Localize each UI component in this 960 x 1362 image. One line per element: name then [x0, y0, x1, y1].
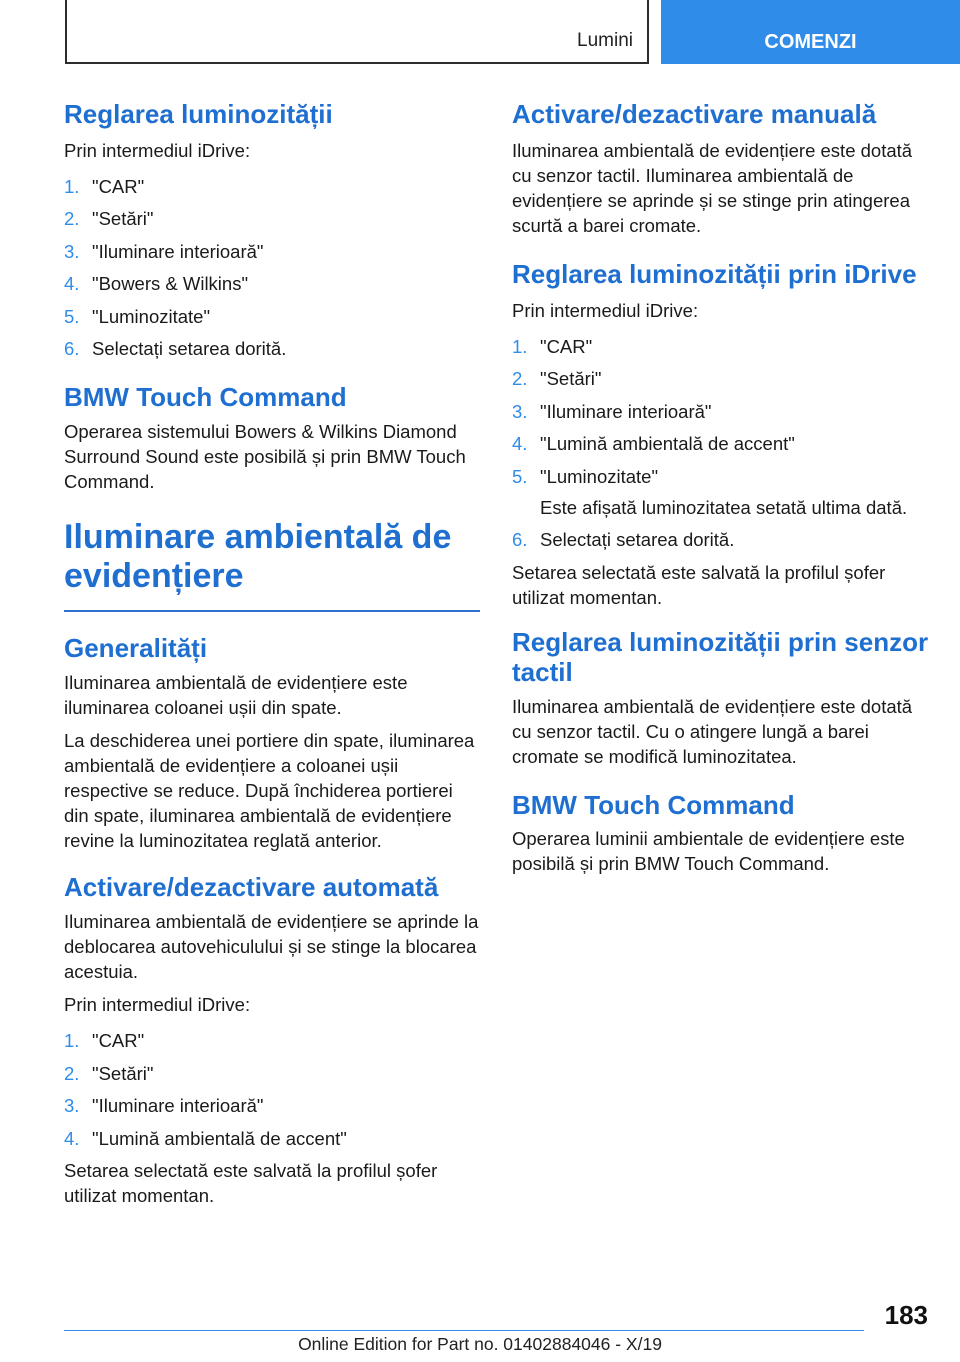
intro-text: Prin intermediul iDrive: — [64, 139, 251, 161]
general-paragraph-1: Iluminarea ambientală de evidențiere este iluminarea coloanei ușii din spate. — [64, 672, 408, 719]
header-box — [65, 0, 649, 64]
right-column — [512, 100, 932, 876]
sensor-text: Iluminarea ambientală de evidențiere este dotată cu senzor tactil. Cu o atingere lungă a barei cromate se modifică luminozitatea. — [512, 695, 913, 767]
heading-sensor: Reglarea luminozității prin senzor tactil — [512, 626, 929, 687]
manual-text: Iluminarea ambientală de evidențiere este dotată cu senzor tactil. Iluminarea ambientală de evidențiere se aprinde și se stinge prin atingerea scurtă a barei cromate. — [512, 139, 913, 236]
intro-text: Prin intermediul iDrive: — [64, 994, 251, 1016]
touch-text: Operarea luminii ambientale de evidențiere este posibilă și prin BMW Touch Command. — [512, 828, 905, 875]
chapter-heading-ambient: Iluminare ambientală de evidențiere — [64, 518, 452, 596]
footer-rule — [64, 1330, 864, 1331]
intro-text: Prin intermediul iDrive: — [512, 299, 699, 321]
list-item: 3. "Iluminare interioară" — [64, 240, 264, 262]
list-item: 3. "Iluminare interioară" — [64, 1095, 264, 1117]
left-column — [64, 100, 482, 1208]
auto-paragraph: Iluminarea ambientală de evidențiere se aprinde la deblocarea autovehiculului și se stinge la blocarea acestuia. — [64, 911, 479, 983]
list-item: 4. "Lumină ambientală de accent" — [512, 433, 795, 455]
footer-text: Online Edition for Part no. 01402884046 - X/19 — [298, 1334, 662, 1354]
list-item: 3. "Iluminare interioară" — [512, 400, 712, 422]
section-title: Lumini — [577, 30, 633, 51]
heading-manual: Activare/dezactivare manuală — [512, 99, 877, 129]
list-item: 5. "Luminozitate" Este afișată luminozitatea setată ultima dată. — [512, 464, 932, 520]
list-item: 6. Selectați setarea dorită. — [64, 338, 287, 360]
brightness-steps — [64, 174, 482, 362]
list-item: 2. "Setări" — [512, 368, 602, 390]
heading-touch-command: BMW Touch Command — [512, 789, 795, 820]
list-item: 5. "Luminozitate" — [64, 305, 211, 327]
list-item: 4. "Bowers & Wilkins" — [64, 273, 249, 295]
list-item: 1. "CAR" — [512, 335, 593, 357]
list-item: 2. "Setări" — [64, 208, 154, 230]
heading-brightness: Reglarea luminozității — [64, 99, 333, 129]
list-item: 1. "CAR" — [64, 175, 145, 197]
list-item: 4. "Lumină ambientală de accent" — [64, 1127, 347, 1149]
idrive-steps — [512, 334, 932, 553]
heading-rule — [64, 610, 480, 612]
heading-touch-command: BMW Touch Command — [64, 382, 347, 413]
heading-idrive: Reglarea luminozității prin iDrive — [512, 258, 917, 289]
touch-text: Operarea sistemului Bowers & Wilkins Diamond Surround Sound este posibilă și prin BMW Touch Command. — [64, 421, 466, 493]
idrive-note: Setarea selectată este salvată la profilul șofer utilizat momentan. — [512, 561, 886, 608]
page-number: 183 — [884, 1300, 928, 1330]
list-item: 2. "Setări" — [64, 1062, 154, 1084]
auto-steps — [64, 1028, 482, 1151]
list-item: 6. Selectați setarea dorită. — [512, 529, 735, 551]
step-note: Este afișată luminozitatea setată ultima dată. — [540, 496, 908, 518]
general-paragraph-2: La deschiderea unei portiere din spate, iluminarea ambientală de evidențiere a coloanei ușii respective se reduce. După închiderea portierei din spate, iluminarea ambientală de evidențiere revine la luminozitatea reglată anterior. — [64, 730, 475, 852]
list-item: 1. "CAR" — [64, 1030, 145, 1052]
auto-note: Setarea selectată este salvată la profilul șofer utilizat momentan. — [64, 1160, 438, 1207]
heading-general: Generalități — [64, 633, 208, 664]
chapter-tab[interactable]: COMENZI — [661, 0, 960, 64]
heading-auto: Activare/dezactivare automată — [64, 872, 439, 903]
